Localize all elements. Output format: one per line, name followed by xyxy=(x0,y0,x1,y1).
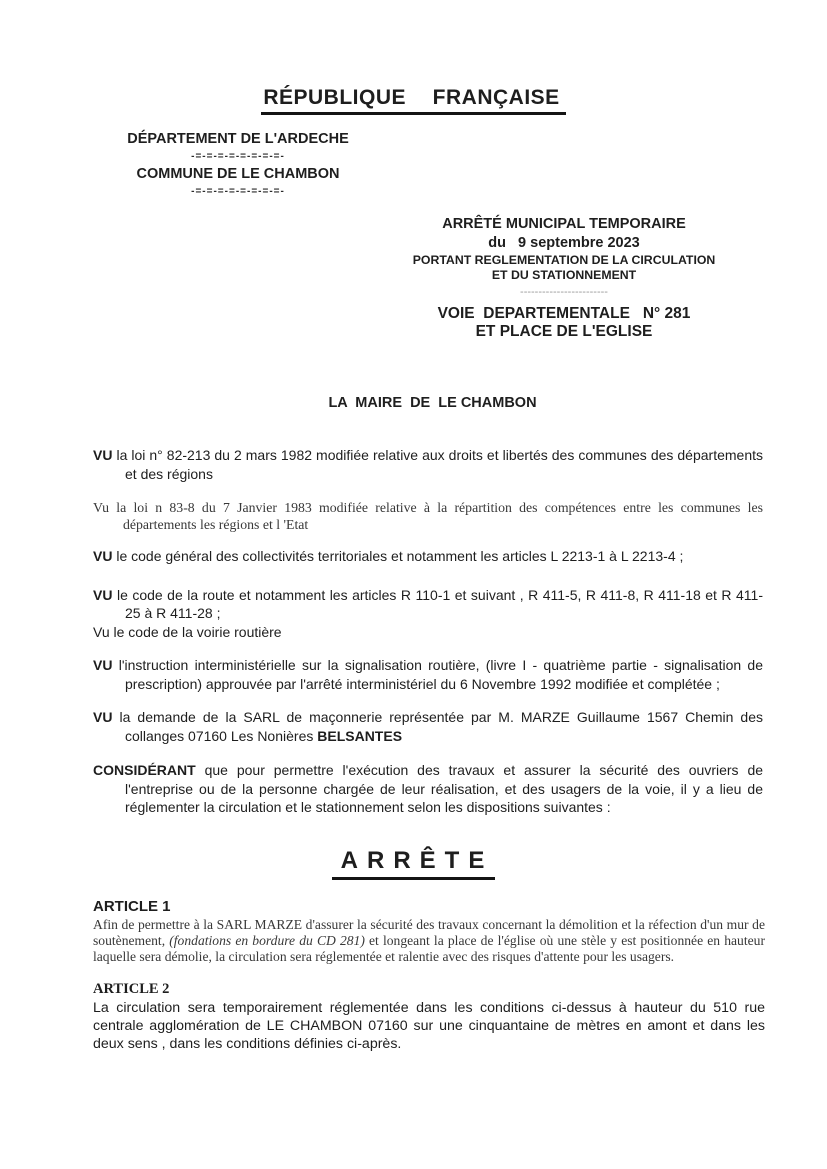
decree-separator: ------------------------ xyxy=(520,286,608,298)
department-title: DÉPARTEMENT DE L'ARDECHE xyxy=(127,131,349,147)
recital-considerant xyxy=(93,761,763,817)
recital-text: Vu le code de la voirie routière xyxy=(93,623,282,640)
recital-vu-collectivites xyxy=(93,547,763,566)
arrete-heading-text: ARRÊTE xyxy=(332,847,496,880)
article-1-text-after: et longeant la place de l'église où une stèle y est positionnée en hauteur laquelle sera démolie, la circulation sera réglementée et ralentie avec des risques d'attente pour les usagers. xyxy=(93,932,765,965)
article-1-text-before: Afin de permettre à la SARL MARZE d'assurer la sécurité des travaux concernant la démolition et la réfection d'un mur de soutènement, xyxy=(93,916,765,948)
republic-title-text: RÉPUBLIQUE FRANÇAISE xyxy=(261,86,565,115)
recital-vu-code-route xyxy=(93,586,763,623)
decree-title-block xyxy=(402,215,726,341)
recital-text: le code général des collectivités territoriales et notamment les articles L 2213-1 à L 2213-4 ; xyxy=(116,548,684,564)
recital-label: VU xyxy=(93,586,113,603)
article-1 xyxy=(93,898,765,966)
recital-label: VU xyxy=(93,657,113,673)
recital-text: l'instruction interministérielle sur la signalisation routière, (livre I - quatrième partie - signalisation de prescription) approuvée par l'arrêté interministériel du 6 Novembre 1992 modifiée et complétée ; xyxy=(118,657,763,692)
article-2 xyxy=(93,981,765,1053)
recital-vu-loi-1983 xyxy=(93,500,763,533)
decree-date: du 9 septembre 2023 xyxy=(488,235,640,251)
decree-subject-line2: ET DU STATIONNEMENT xyxy=(491,267,637,282)
article-2-heading: ARTICLE 2 xyxy=(93,981,170,998)
recital-text: que pour permettre l'exécution des travaux et assurer la sécurité des ouvriers de l'entreprise ou de la personne chargée de leur réalisation, et des usagers de la voie, il y a lieu de réglementer la circulation et le stationnement selon les dispositions suivantes : xyxy=(125,762,764,815)
decree-subject-line1: PORTANT REGLEMENTATION DE LA CIRCULATION xyxy=(412,253,716,267)
commune-separator: -=-=-=-=-=-=-=-=- xyxy=(191,186,285,197)
recital-label: VU xyxy=(93,447,113,463)
road-title-line1: VOIE DEPARTEMENTALE N° 281 xyxy=(437,305,691,322)
commune-title: COMMUNE DE LE CHAMBON xyxy=(136,166,340,182)
recital-text: le code de la route et notamment les articles R 110-1 et suivant , R 411-5, R 411-8, R 411-18 et R 411-25 à R 411-28 ; xyxy=(116,586,764,621)
recital-text: la loi n° 82-213 du 2 mars 1982 modifiée relative aux droits et libertés des communes des départements et des régions xyxy=(116,447,764,482)
recital-label: VU xyxy=(93,709,113,725)
header-left-block xyxy=(116,130,360,200)
decree-title: ARRÊTÉ MUNICIPAL TEMPORAIRE xyxy=(442,216,686,232)
recital-text: la demande de la SARL de maçonnerie représentée par M. MARZE Guillaume 1567 Chemin des collanges 07160 Les Nonières xyxy=(119,709,764,744)
department-separator: -=-=-=-=-=-=-=-=- xyxy=(191,151,285,162)
road-title-line2: ET PLACE DE L'EGLISE xyxy=(475,323,653,340)
recital-vu-instruction xyxy=(93,656,763,693)
recital-vu-loi-1982 xyxy=(93,446,763,483)
recital-bold-suffix: BELSANTES xyxy=(317,727,403,744)
authority-title: LA MAIRE DE LE CHAMBON xyxy=(328,395,537,411)
article-1-italic-segment: (fondations en bordure du CD 281) xyxy=(169,932,365,948)
recital-label: VU xyxy=(93,548,113,564)
article-2-text: La circulation sera temporairement réglementée dans les conditions ci-dessus à hauteur du 510 rue centrale agglomération de LE CHAMBON 07160 sur une cinquantaine de mètres en amont et dans les deux sens , dans les conditions définies ci-après. xyxy=(93,1000,765,1052)
recital-vu-voirie xyxy=(93,623,763,642)
article-1-heading: ARTICLE 1 xyxy=(93,897,171,915)
republic-title xyxy=(0,0,827,115)
article-1-body xyxy=(93,917,765,966)
arrete-heading xyxy=(0,847,827,880)
recital-label: CONSIDÉRANT xyxy=(93,762,196,778)
recital-vu-demande xyxy=(93,708,763,745)
recital-text: Vu la loi n 83-8 du 7 Janvier 1983 modifiée relative à la répartition des compétences entre les communes les départements les régions et l 'Etat xyxy=(93,500,763,532)
article-2-body xyxy=(93,1000,765,1053)
